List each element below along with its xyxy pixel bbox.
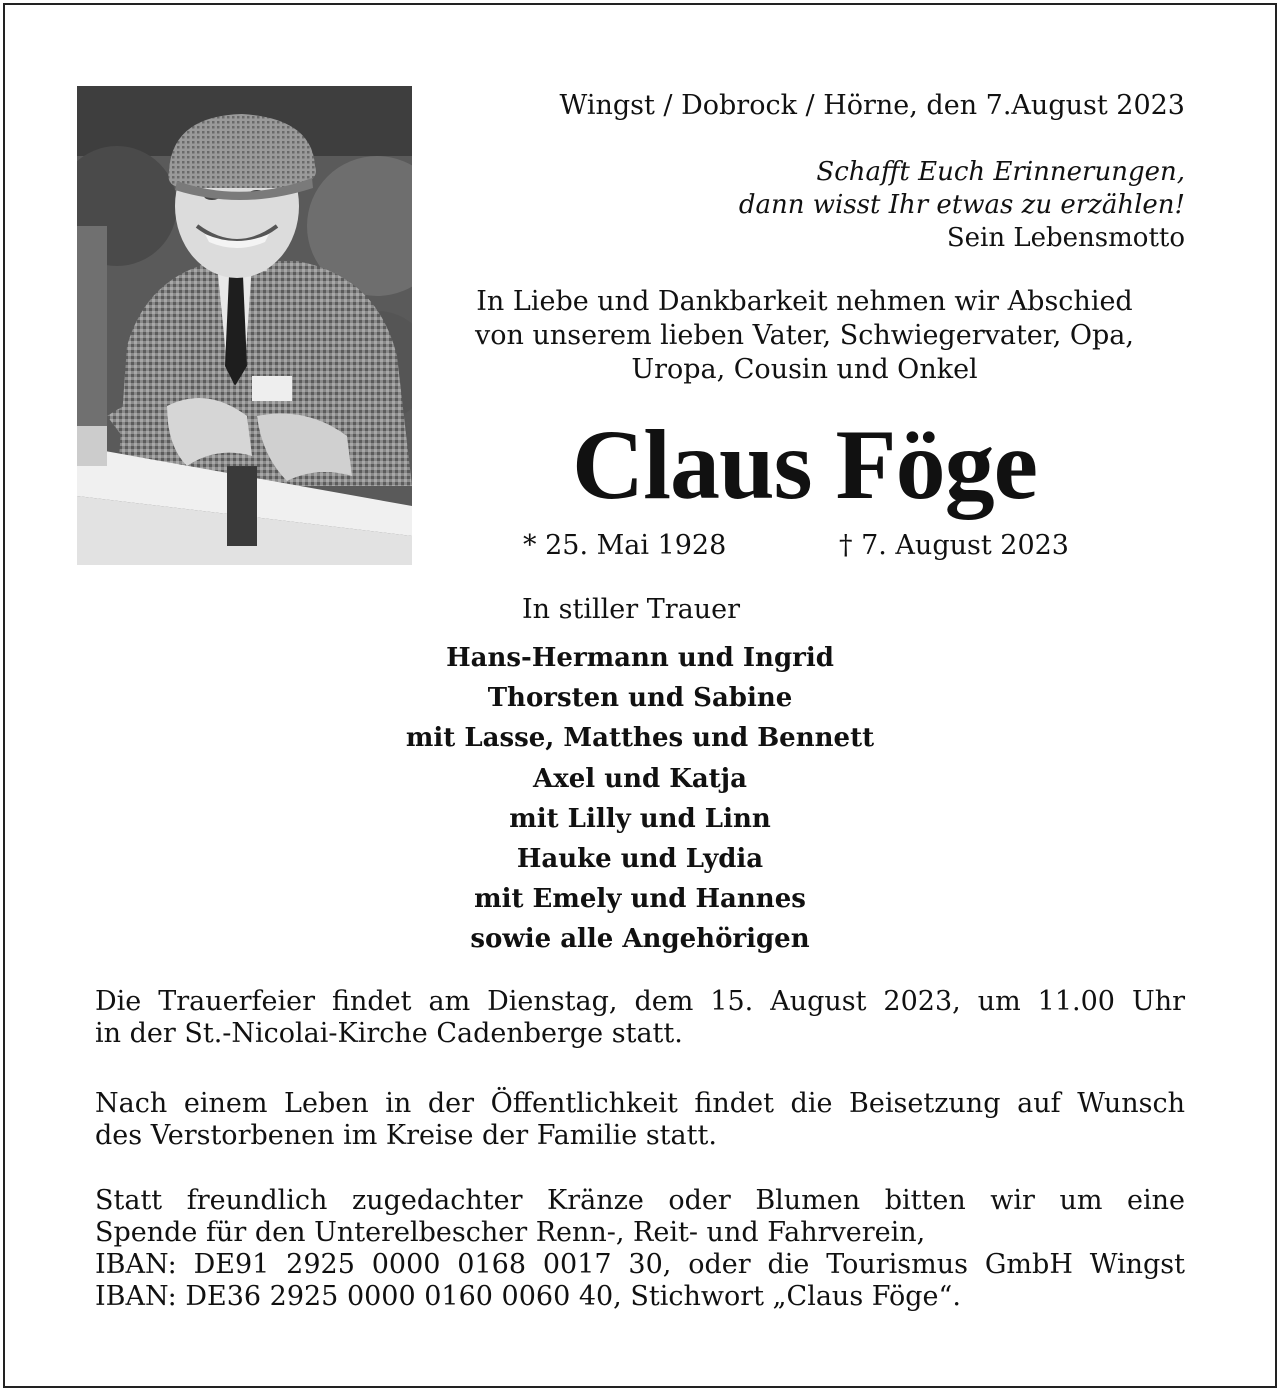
motto-line: Schafft Euch Erinnerungen, <box>816 157 1185 187</box>
mourning-label: In stiller Trauer <box>522 594 741 625</box>
family-member: sowie alle Angehörigen <box>470 924 810 955</box>
motto-attribution: Sein Lebensmotto <box>946 223 1185 253</box>
motto-line: dann wisst Ihr etwas zu erzählen! <box>738 190 1185 220</box>
intro-line: von unserem lieben Vater, Schwiegervater, Opa, <box>475 320 1134 351</box>
life-motto <box>665 156 1185 255</box>
family-member: Thorsten und Sabine <box>487 683 793 714</box>
donation-notice <box>95 1185 1185 1313</box>
notice-line: IBAN: DE91 2925 0000 0168 0017 30, oder die Tourismus GmbH Wingst <box>95 1249 1185 1280</box>
family-list <box>340 638 940 960</box>
funeral-notice <box>95 986 1185 1050</box>
family-member: mit Emely und Hannes <box>474 884 806 915</box>
family-member: Hauke und Lydia <box>516 844 764 875</box>
family-member: Axel und Katja <box>533 763 747 794</box>
death-date: † 7. August 2023 <box>839 530 1069 561</box>
portrait-photo <box>77 86 412 565</box>
motto-quote <box>665 156 1185 222</box>
family-member: Hans-Hermann und Ingrid <box>446 643 834 673</box>
birth-date: * 25. Mai 1928 <box>523 530 727 561</box>
intro-line: In Liebe und Dankbarkeit nehmen wir Abschied <box>476 286 1133 317</box>
deceased-name: Claus Föge <box>572 409 1037 520</box>
family-member: mit Lilly und Linn <box>509 803 771 834</box>
portrait-illustration <box>77 86 412 565</box>
burial-notice <box>95 1088 1185 1152</box>
notice-line: des Verstorbenen im Kreise der Familie statt. <box>95 1120 717 1151</box>
place-and-date: Wingst / Dobrock / Hörne, den 7.August 2023 <box>559 90 1185 121</box>
notice-line: IBAN: DE36 2925 0000 0160 0060 40, Stichwort „Claus Föge“. <box>95 1281 961 1312</box>
intro-line: Uropa, Cousin und Onkel <box>631 354 978 385</box>
notice-line: Statt freundlich zugedachter Kränze oder Blumen bitten wir um eine <box>95 1185 1185 1216</box>
notice-line: Nach einem Leben in der Öffentlichkeit findet die Beisetzung auf Wunsch <box>95 1088 1185 1119</box>
notice-line: Spende für den Unterelbescher Renn-, Reit- und Fahrverein, <box>95 1217 926 1248</box>
notice-line: in der St.-Nicolai-Kirche Cadenberge statt. <box>95 1018 683 1049</box>
family-member: mit Lasse, Matthes und Bennett <box>405 723 875 754</box>
farewell-intro <box>432 285 1177 387</box>
notice-line: Die Trauerfeier findet am Dienstag, dem 15. August 2023, um 11.00 Uhr <box>95 986 1185 1017</box>
